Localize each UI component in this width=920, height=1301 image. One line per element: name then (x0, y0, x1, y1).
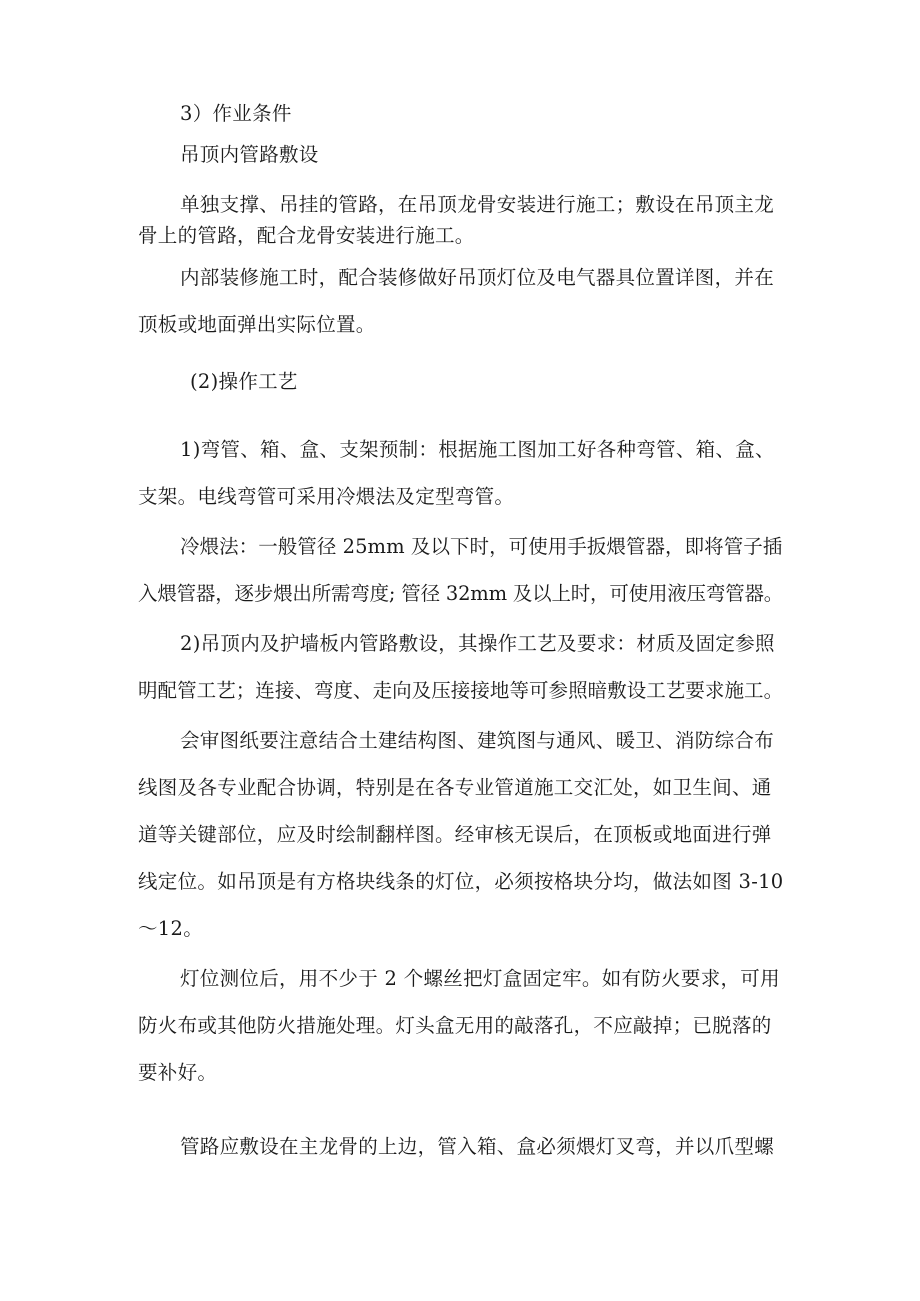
paragraph-line: ～12。 (138, 917, 204, 940)
paragraph-line: 冷煨法：一般管径 25mm 及以下时，可使用手扳煨管器，即将管子插 (180, 535, 783, 558)
paragraph-line: 明配管工艺；连接、弯度、走向及压接接地等可参照暗敷设工艺要求施工。 (138, 679, 784, 702)
section-heading-operation-process: (2)操作工艺 (190, 370, 298, 393)
paragraph-line: 线图及各专业配合协调，特别是在各专业管道施工交汇处，如卫生间、通 (138, 776, 772, 799)
paragraph-line: 支架。电线弯管可采用冷煨法及定型弯管。 (138, 485, 515, 508)
paragraph-line: 内部装修施工时，配合装修做好吊顶灯位及电气器具位置详图，并在 (180, 266, 775, 289)
paragraph-line: 顶板或地面弹出实际位置。 (138, 313, 376, 336)
paragraph-line: 灯位测位后，用不少于 2 个螺丝把灯盒固定牢。如有防火要求，可用 (180, 967, 780, 990)
paragraph-line: 管路应敷设在主龙骨的上边，管入箱、盒必须煨灯叉弯，并以爪型螺 (180, 1135, 775, 1158)
paragraph-line: 会审图纸要注意结合土建结构图、建筑图与通风、暖卫、消防综合布 (180, 729, 775, 752)
paragraph-line: 入煨管器，逐步煨出所需弯度; 管径 32mm 及以上时，可使用液压弯管器。 (138, 582, 784, 605)
paragraph-line: 防火布或其他防火措施处理。灯头盒无用的敲落孔，不应敲掉；已脱落的 (138, 1014, 772, 1037)
paragraph-line: 道等关键部位，应及时绘制翻样图。经审核无误后，在顶板或地面进行弹 (138, 823, 772, 846)
paragraph-line: 骨上的管路，配合龙骨安装进行施工。 (138, 224, 475, 247)
paragraph-line: 1)弯管、箱、盒、支架预制：根据施工图加工好各种弯管、箱、盒、 (180, 438, 775, 461)
paragraph-line: 单独支撑、吊挂的管路，在吊顶龙骨安装进行施工；敷设在吊顶主龙 (180, 193, 775, 216)
section-heading-work-conditions: 3）作业条件 (180, 102, 292, 125)
paragraph-line: 要补好。 (138, 1061, 218, 1084)
paragraph-line: 2)吊顶内及护墙板内管路敷设，其操作工艺及要求：材质及固定参照 (180, 632, 775, 655)
paragraph-line: 线定位。如吊顶是有方格块线条的灯位，必须按格块分均，做法如图 3-10 (138, 870, 784, 893)
subheading-ceiling-pipe-laying: 吊顶内管路敷设 (180, 143, 319, 166)
